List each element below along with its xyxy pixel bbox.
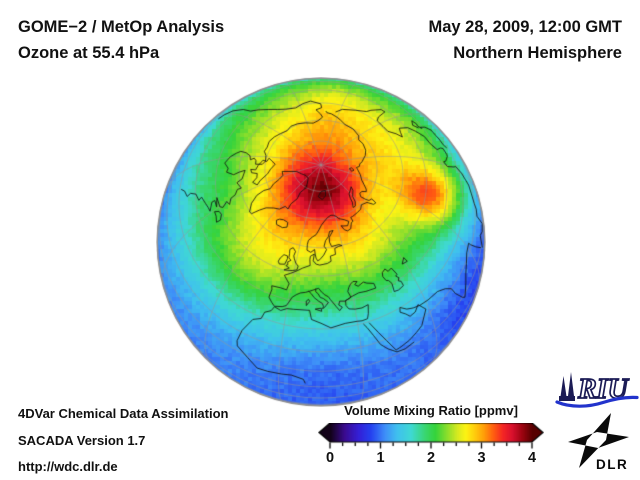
colorbar-tick-label: 0 [325,450,335,466]
colorbar-tick-label: 1 [376,450,385,466]
dlr-label: DLR [596,457,629,472]
header-left [18,14,224,66]
wdc-url: http://wdc.dlr.de [18,459,118,474]
colorbar-tick-label: 3 [477,450,486,466]
ozone-globe-canvas [156,77,486,407]
colorbar-tick-label: 2 [426,450,436,466]
analysis-title: GOME−2 / MetOp Analysis [18,18,225,36]
cathedral-icon [559,372,575,401]
assimilation-label: 4DVar Chemical Data Assimilation [18,406,229,421]
colorbar-tick-label: 4 [527,450,537,466]
analysis-datetime: May 28, 2009, 12:00 GMT [428,18,622,36]
colorbar [318,423,544,450]
analysis-region: Northern Hemisphere [453,44,622,62]
colorbar-tick-labels [318,450,544,468]
version-label: SACADA Version 1.7 [18,432,146,448]
colorbar-title: Volume Mixing Ratio [ppmv] [344,403,518,418]
footer-left [18,401,229,480]
header-right [428,14,622,66]
riu-label: RIU [578,374,628,405]
analysis-level: Ozone at 55.4 hPa [18,44,160,62]
riu-logo [555,367,639,409]
dlr-logo [566,411,634,473]
globe-map [156,77,486,407]
